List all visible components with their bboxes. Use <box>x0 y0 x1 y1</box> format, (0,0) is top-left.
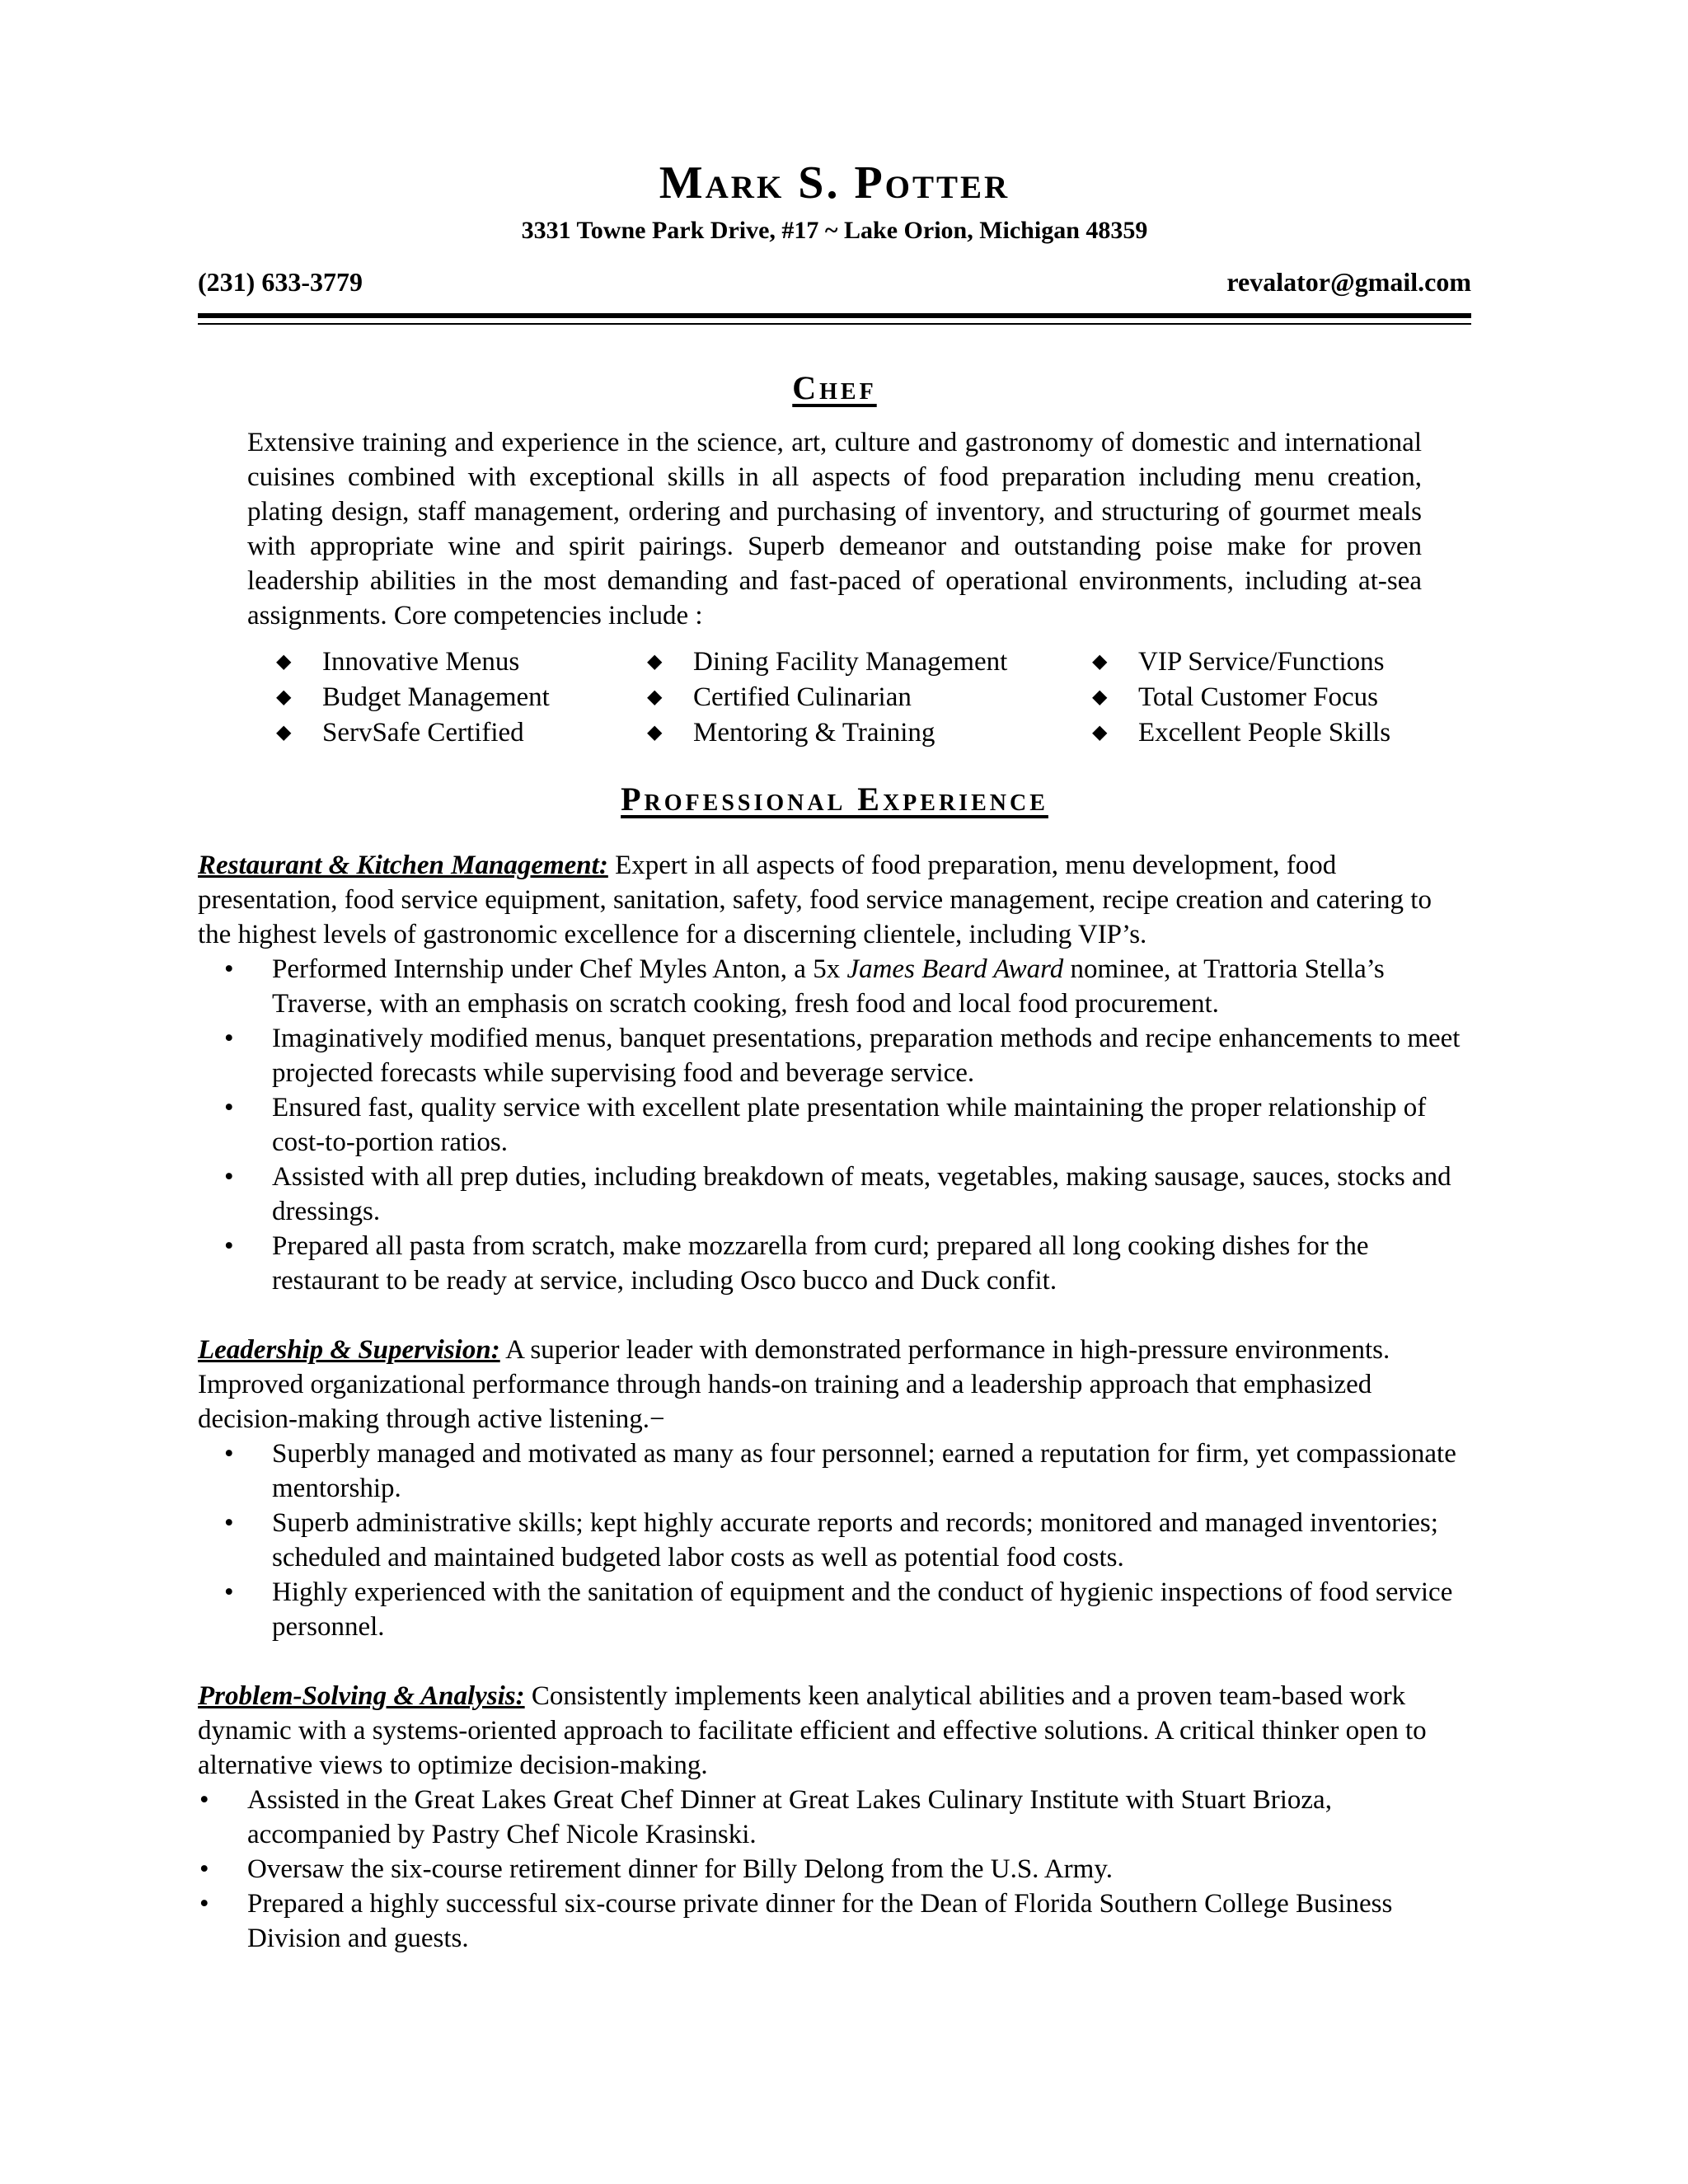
competency-item: ◆ ServSafe Certified <box>276 715 647 751</box>
phone-number: (231) 633-3779 <box>198 267 363 297</box>
list-item: • Performed Internship under Chef Myles Anton, a 5x James Beard Award nominee, at Trattoria Stella’s Traverse, with an emphasis on scratch cooking, fresh food and local food procurement. <box>198 952 1471 1021</box>
list-item: • Assisted with all prep duties, including breakdown of meats, vegetables, making sausage, sauces, stocks and dressings. <box>198 1160 1471 1229</box>
diamond-bullet-icon: ◆ <box>647 651 663 673</box>
list-item: • Highly experienced with the sanitation of equipment and the conduct of hygienic inspections of food service personnel. <box>198 1575 1471 1644</box>
block-intro <box>198 1679 1471 1783</box>
block-text: Consistently implements keen analytical abilities and a proven team-based work dynamic with a systems-oriented approach to facilitate efficient and effective solutions. A critical thinker open to alternative views to optimize decision-making. <box>198 1681 1427 1780</box>
diamond-bullet-icon: ◆ <box>276 651 292 673</box>
competencies-grid <box>276 644 1471 751</box>
list-item: • Ensured fast, quality service with excellent plate presentation while maintaining the proper relationship of cost-to-portion ratios. <box>198 1090 1471 1160</box>
list-item: • Superb administrative skills; kept highly accurate reports and records; monitored and managed inventories; scheduled and maintained budgeted labor costs as well as potential food costs. <box>198 1506 1471 1575</box>
competency-item: ◆ VIP Service/Functions <box>1092 644 1438 680</box>
summary-paragraph: Extensive training and experience in the science, art, culture and gastronomy of domestic and international cuisines combined with exceptional skills in all aspects of food preparation including menu creation, plating design, staff management, ordering and purchasing of inventory, and structuring of gourmet meals with appropriate wine and spirit pairings. Superb demeanor and outstanding poise make for proven leadership abilities in the most demanding and fast-paced of operational environments, including at-sea assignments. Core competencies include : <box>247 428 1422 630</box>
candidate-name: Mark S. Potter <box>659 157 1010 209</box>
competency-item: ◆ Total Customer Focus <box>1092 680 1438 715</box>
diamond-bullet-icon: ◆ <box>1092 687 1108 708</box>
block-heading: Problem-Solving & Analysis: <box>198 1681 525 1711</box>
block-intro <box>198 848 1471 952</box>
header-rule-thick <box>198 313 1471 318</box>
list-item: • Assisted in the Great Lakes Great Chef Dinner at Great Lakes Culinary Institute with Stuart Brioza, accompanied by Pastry Chef Nicole Krasinski. <box>198 1783 1471 1852</box>
diamond-bullet-icon: ◆ <box>647 722 663 743</box>
header-rule-thin <box>198 323 1471 325</box>
address: 3331 Towne Park Drive, #17 ~ Lake Orion, Michigan 48359 <box>521 217 1148 244</box>
resume-page <box>198 157 1471 1956</box>
competency-item: ◆ Innovative Menus <box>276 644 647 680</box>
diamond-bullet-icon: ◆ <box>276 722 292 743</box>
list-item: • Oversaw the six-course retirement dinner for Billy Delong from the U.S. Army. <box>198 1852 1471 1886</box>
list-item: • Superbly managed and motivated as many as four personnel; earned a reputation for firm, yet compassionate mentorship. <box>198 1436 1471 1506</box>
email-address: revalator@gmail.com <box>1226 267 1471 297</box>
contact-row <box>198 265 1471 298</box>
section-title-chef: Chef <box>792 369 877 406</box>
bullet-list <box>198 1436 1471 1644</box>
bullet-list <box>198 952 1471 1298</box>
section-title-experience: Professional Experience <box>621 780 1048 818</box>
competency-item: ◆ Certified Culinarian <box>647 680 1092 715</box>
experience-block-problem-solving <box>198 1679 1471 1956</box>
competency-item: ◆ Dining Facility Management <box>647 644 1092 680</box>
diamond-bullet-icon: ◆ <box>1092 722 1108 743</box>
list-item: • Imaginatively modified menus, banquet presentations, preparation methods and recipe enhancements to meet projected forecasts while supervising food and beverage service. <box>198 1021 1471 1090</box>
block-heading: Leadership & Supervision: <box>198 1335 500 1365</box>
diamond-bullet-icon: ◆ <box>647 687 663 708</box>
list-item: • Prepared a highly successful six-course private dinner for the Dean of Florida Southern College Business Division and guests. <box>198 1886 1471 1956</box>
competency-item: ◆ Mentoring & Training <box>647 715 1092 751</box>
experience-block-leadership <box>198 1333 1471 1644</box>
competency-item: ◆ Budget Management <box>276 680 647 715</box>
experience-block-restaurant <box>198 848 1471 1298</box>
diamond-bullet-icon: ◆ <box>276 687 292 708</box>
list-item: • Prepared all pasta from scratch, make mozzarella from curd; prepared all long cooking dishes for the restaurant to be ready at service, including Osco bucco and Duck confit. <box>198 1229 1471 1298</box>
block-text: Expert in all aspects of food preparation, menu development, food presentation, food service equipment, sanitation, safety, food service management, recipe creation and catering to the highest levels of gastronomic excellence for a discerning clientele, including VIP’s. <box>198 851 1432 949</box>
block-text: A superior leader with demonstrated performance in high-pressure environments. Improved organizational performance through hands-on training and a leadership approach that emphasized decision-making through active listening.− <box>198 1335 1390 1434</box>
bullet-list <box>198 1783 1471 1956</box>
block-heading: Restaurant & Kitchen Management: <box>198 851 608 880</box>
block-intro <box>198 1333 1471 1436</box>
diamond-bullet-icon: ◆ <box>1092 651 1108 673</box>
competency-item: ◆ Excellent People Skills <box>1092 715 1438 751</box>
